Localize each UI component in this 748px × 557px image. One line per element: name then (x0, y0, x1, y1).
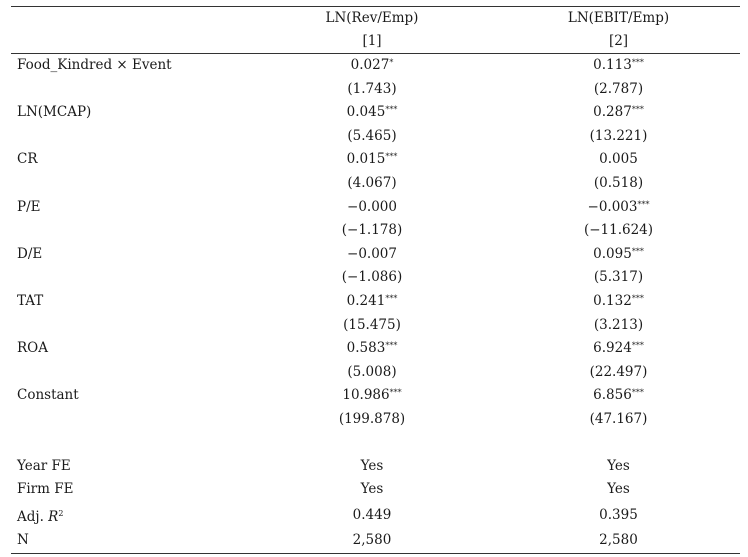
coef-col2-value: 0.287 (593, 104, 632, 121)
tstat-row (11, 408, 740, 432)
coef-col2 (497, 148, 740, 172)
coef-col1 (247, 290, 497, 314)
coef-col2-value: 0.095 (593, 245, 632, 262)
footer-row (11, 478, 740, 502)
tstat-row (11, 266, 740, 290)
coef-col1-stars: *** (385, 152, 398, 162)
header-row (11, 7, 740, 31)
coef-col1-value: −0.007 (347, 245, 397, 262)
coef-col1-value: 0.015 (346, 151, 386, 168)
row-label: LN(MCAP) (17, 104, 92, 121)
coef-col1-value: 0.045 (346, 104, 386, 121)
tstat-col2: (−11.624) (583, 222, 654, 239)
coef-col1-stars: *** (385, 341, 398, 351)
coef-col1-stars: *** (385, 293, 398, 303)
coef-col1-value: −0.000 (347, 198, 397, 215)
coef-col2-stars: *** (631, 105, 644, 115)
coef-col2-stars: *** (631, 58, 644, 67)
tstat-col1: (5.465) (347, 127, 397, 144)
tstat-col2: (22.497) (589, 363, 648, 380)
coef-col2-value: 6.856 (593, 387, 632, 404)
footer-col2: 2,580 (497, 529, 740, 553)
footer-col1: 0.449 (352, 506, 392, 523)
tstat-col2: (5.317) (593, 269, 644, 286)
coef-col2-value: 0.113 (593, 57, 632, 73)
tstat-col1: (15.475) (343, 316, 401, 333)
row-label: TAT (17, 292, 44, 309)
coef-col2-stars: *** (631, 293, 644, 303)
coef-col2-value: 0.132 (593, 292, 632, 309)
footer-col1: Yes (360, 457, 384, 474)
coef-col1 (247, 243, 497, 267)
footer-col2: 0.395 (599, 506, 638, 523)
coef-col2 (497, 101, 740, 125)
coef-col1 (247, 384, 497, 408)
coef-col2-stars: *** (631, 341, 644, 351)
row-label: P/E (17, 198, 41, 215)
coef-row (11, 290, 740, 314)
coef-row (11, 101, 740, 125)
column-header-2: LN(EBIT/Emp) (497, 7, 740, 31)
coef-col2-stars: *** (637, 199, 650, 209)
tstat-col1: (4.067) (347, 174, 397, 191)
tstat-col2: (2.787) (593, 80, 644, 97)
coef-col1 (247, 148, 497, 172)
tstat-col2: (47.167) (589, 410, 648, 427)
footer-label (11, 502, 247, 530)
column-header-1: LN(Rev/Emp) (247, 7, 497, 31)
tstat-row (11, 172, 740, 196)
coef-row (11, 337, 740, 361)
coef-col1-stars: *** (389, 388, 402, 398)
coef-col1-value: 0.027 (350, 57, 390, 73)
coef-col1 (247, 337, 497, 361)
adj-label-prefix: Adj. (17, 508, 49, 525)
tstat-col2: (0.518) (593, 174, 644, 191)
footer-col2: Yes (607, 481, 630, 498)
adj-label-r: R (48, 508, 59, 525)
coef-col2 (497, 196, 740, 220)
tstat-col1: (1.743) (347, 80, 397, 97)
tstat-row (11, 219, 740, 243)
spacer-row (11, 432, 740, 455)
coef-col1 (247, 101, 497, 125)
coef-col2-value: 0.005 (599, 151, 638, 168)
coef-col2 (497, 337, 740, 361)
row-label: Food_Kindred × Event (17, 57, 172, 73)
coef-col1-value: 0.583 (346, 340, 386, 357)
coef-col2 (497, 290, 740, 314)
footer-row (11, 455, 740, 479)
column-number-2: [2] (497, 30, 740, 54)
coef-row (11, 196, 740, 220)
footer-col1: 2,580 (247, 529, 497, 553)
footer-row (11, 502, 740, 530)
coef-col2 (497, 243, 740, 267)
coef-col2-value: 6.924 (593, 340, 632, 357)
coef-col2-stars: *** (631, 246, 644, 256)
coef-col1-value: 10.986 (342, 387, 390, 404)
footer-col2: Yes (607, 457, 630, 474)
coef-row (11, 243, 740, 267)
column-number-row (11, 30, 740, 54)
tstat-col1: (199.878) (338, 410, 406, 427)
tstat-col1: (5.008) (347, 363, 397, 380)
tstat-row (11, 361, 740, 385)
tstat-col2: (3.213) (593, 316, 644, 333)
footer-col1: Yes (360, 481, 384, 498)
coef-col1-value: 0.241 (346, 292, 386, 309)
tstat-col1: (−1.178) (341, 222, 403, 239)
footer-row (11, 529, 740, 553)
tstat-row (11, 78, 740, 102)
footer-label: Firm FE (17, 481, 74, 498)
row-label: D/E (17, 245, 43, 262)
coef-col1-stars: * (389, 58, 394, 67)
coef-col2-value: −0.003 (587, 198, 638, 215)
footer-label: Year FE (17, 457, 71, 474)
coef-row (11, 384, 740, 408)
coef-col1-stars: *** (385, 105, 398, 115)
adj-label-sup: 2 (58, 508, 64, 518)
tstat-row (11, 314, 740, 338)
coef-row (11, 54, 740, 78)
tstat-row (11, 125, 740, 149)
coef-col2 (497, 384, 740, 408)
coef-col2 (497, 54, 740, 78)
coef-col2-stars: *** (631, 388, 644, 398)
coef-row (11, 148, 740, 172)
column-number-1: [1] (247, 30, 497, 54)
row-label: ROA (17, 340, 48, 357)
tstat-col2: (13.221) (589, 127, 648, 144)
coef-col1 (247, 196, 497, 220)
row-label: Constant (17, 387, 79, 404)
regression-table (11, 6, 740, 554)
row-label: CR (17, 151, 38, 168)
coef-col1 (247, 54, 497, 78)
footer-label: N (11, 529, 247, 553)
tstat-col1: (−1.086) (341, 269, 403, 286)
